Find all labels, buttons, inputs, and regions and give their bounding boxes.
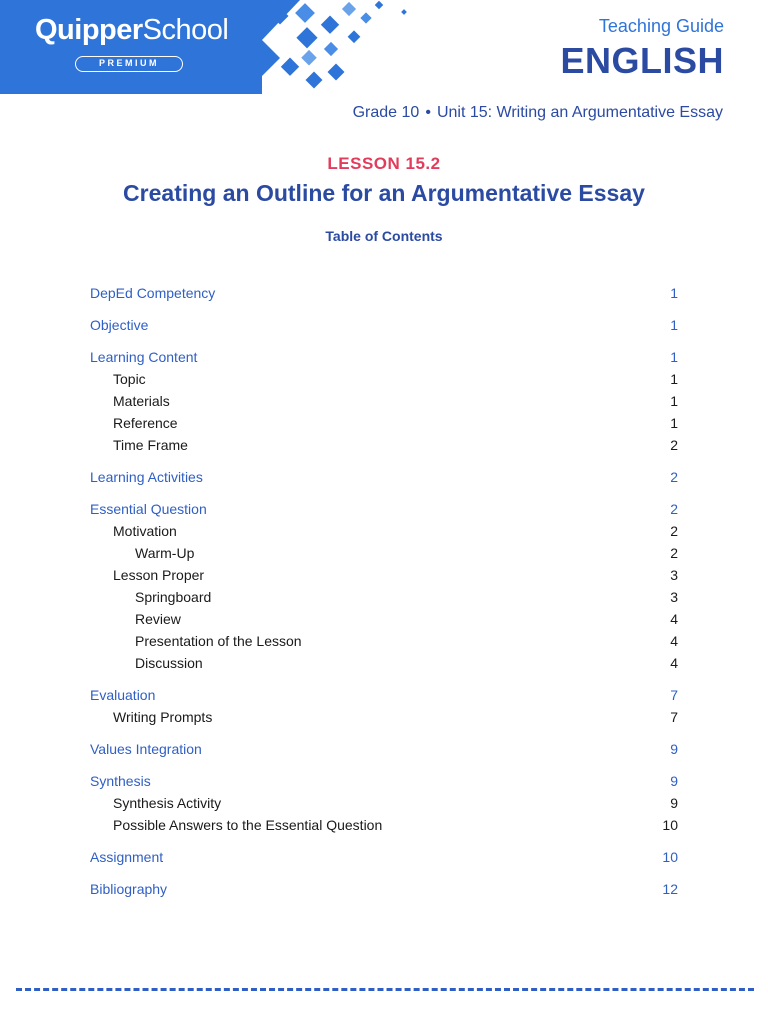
diamond-pattern-icon xyxy=(240,0,440,94)
toc-item[interactable] xyxy=(90,434,678,456)
toc-item[interactable] xyxy=(90,792,678,814)
toc-item-label: Time Frame xyxy=(113,437,188,453)
footer-divider xyxy=(16,988,754,991)
toc-item[interactable] xyxy=(90,542,678,564)
premium-badge: PREMIUM xyxy=(75,56,183,72)
toc-item-page: 7 xyxy=(670,687,678,703)
toc-item-label: DepEd Competency xyxy=(90,285,216,301)
teaching-guide-label: Teaching Guide xyxy=(598,16,724,36)
toc-item[interactable] xyxy=(90,878,678,900)
toc-item[interactable] xyxy=(90,706,678,728)
toc-item-label: Possible Answers to the Essential Question xyxy=(113,817,383,833)
toc-item-page: 2 xyxy=(670,523,678,539)
breadcrumb-unit: Unit 15: Writing an Argumentative Essay xyxy=(436,104,723,121)
toc-item-page: 12 xyxy=(662,881,678,897)
toc-item-label: Objective xyxy=(90,317,149,333)
toc-item-label: Reference xyxy=(113,415,178,431)
toc-item-page: 9 xyxy=(670,741,678,757)
toc-item-label: Synthesis xyxy=(90,773,151,789)
toc-item-page: 10 xyxy=(662,849,678,865)
lesson-number: LESSON 15.2 xyxy=(327,154,441,173)
toc-item-label: Warm-Up xyxy=(135,545,195,561)
logo-regular-text: School xyxy=(142,14,229,46)
toc-item-page: 7 xyxy=(670,709,678,725)
toc-item-page: 2 xyxy=(670,501,678,517)
page-header xyxy=(0,0,768,94)
toc-item-page: 9 xyxy=(670,773,678,789)
toc-item-label: Writing Prompts xyxy=(113,709,213,725)
toc-item-label: Learning Activities xyxy=(90,469,203,485)
toc-item-page: 1 xyxy=(670,317,678,333)
toc-item-label: Essential Question xyxy=(90,501,207,517)
subject-title: ENGLISH xyxy=(560,40,724,81)
logo-bold-text: Quipper xyxy=(35,14,143,46)
toc-item-label: Bibliography xyxy=(90,881,168,897)
toc-title: Table of Contents xyxy=(325,228,443,244)
toc-item[interactable] xyxy=(90,368,678,390)
toc-item[interactable] xyxy=(90,586,678,608)
toc-item-page: 9 xyxy=(670,795,678,811)
toc-item[interactable] xyxy=(90,346,678,368)
toc-item-label: Springboard xyxy=(135,589,212,605)
toc-item-page: 1 xyxy=(670,349,678,365)
toc-item-page: 10 xyxy=(662,817,678,833)
toc-item[interactable] xyxy=(90,498,678,520)
breadcrumb xyxy=(353,104,723,122)
toc-item[interactable] xyxy=(90,390,678,412)
toc-item-page: 4 xyxy=(670,633,678,649)
breadcrumb-separator: • xyxy=(425,104,431,121)
lesson-title: Creating an Outline for an Argumentative Essay xyxy=(123,180,645,206)
toc-item-label: Assignment xyxy=(90,849,164,865)
toc-item-page: 3 xyxy=(670,567,678,583)
toc-item-page: 1 xyxy=(670,415,678,431)
toc-item-label: Values Integration xyxy=(90,741,202,757)
toc-item-label: Discussion xyxy=(135,655,203,671)
toc-item-label: Motivation xyxy=(113,523,177,539)
toc-item[interactable] xyxy=(90,770,678,792)
toc-item-label: Learning Content xyxy=(90,349,198,365)
toc-item[interactable] xyxy=(90,608,678,630)
toc-item-label: Materials xyxy=(113,393,170,409)
toc-item[interactable] xyxy=(90,412,678,434)
toc-item[interactable] xyxy=(90,814,678,836)
toc-item-page: 2 xyxy=(670,437,678,453)
toc-item[interactable] xyxy=(90,520,678,542)
toc-item[interactable] xyxy=(90,466,678,488)
toc-item[interactable] xyxy=(90,282,678,304)
toc-item-page: 2 xyxy=(670,469,678,485)
toc-item-label: Synthesis Activity xyxy=(113,795,222,811)
quipper-school-logo xyxy=(35,14,228,47)
toc-item[interactable] xyxy=(90,846,678,868)
toc-item[interactable] xyxy=(90,564,678,586)
toc-item-label: Presentation of the Lesson xyxy=(135,633,302,649)
toc-item-label: Evaluation xyxy=(90,687,156,703)
toc-item-page: 1 xyxy=(670,285,678,301)
toc-item-page: 1 xyxy=(670,393,678,409)
toc-item-label: Topic xyxy=(113,371,146,387)
toc-item-page: 3 xyxy=(670,589,678,605)
toc-item-page: 4 xyxy=(670,655,678,671)
toc-item[interactable] xyxy=(90,630,678,652)
breadcrumb-grade: Grade 10 xyxy=(352,104,420,121)
toc-item-page: 2 xyxy=(670,545,678,561)
toc-item-label: Review xyxy=(135,611,181,627)
toc-item[interactable] xyxy=(90,684,678,706)
toc-item-page: 4 xyxy=(670,611,678,627)
table-of-contents xyxy=(90,282,678,900)
toc-item-page: 1 xyxy=(670,371,678,387)
toc-item-label: Lesson Proper xyxy=(113,567,205,583)
toc-item[interactable] xyxy=(90,652,678,674)
toc-item[interactable] xyxy=(90,314,678,336)
toc-item[interactable] xyxy=(90,738,678,760)
